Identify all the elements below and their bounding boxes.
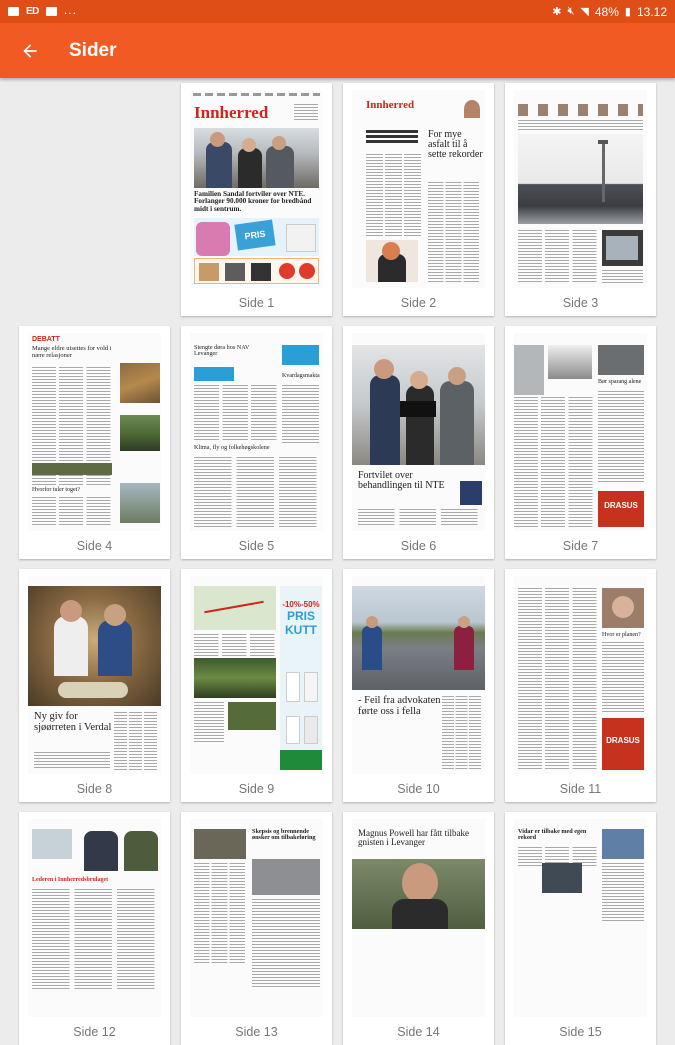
pages-grid	[0, 78, 675, 1039]
headline-skepsis: Skepsis og brennende ønsker om tilbakeføring	[252, 828, 316, 842]
more-notifications-icon: ...	[63, 2, 77, 17]
sub-planen: Hvor er planen?	[602, 632, 641, 638]
app-toolbar	[0, 23, 675, 78]
page-label: Side 2	[400, 296, 437, 310]
back-button[interactable]	[0, 23, 60, 78]
page-card-1[interactable]	[181, 83, 332, 316]
masthead: Innherred	[366, 99, 415, 111]
page-label: Side 12	[73, 1025, 116, 1039]
page-thumbnail-10	[352, 576, 485, 774]
battery-percent: 48%	[594, 4, 619, 19]
page-thumbnail-6	[352, 333, 485, 531]
page-label: Side 11	[559, 782, 602, 796]
drasus-ad: DRASUS	[606, 736, 640, 745]
page-label: Side 7	[562, 539, 599, 553]
page-card-13[interactable]	[181, 812, 332, 1045]
sub-togen: Hvorfor tuler toget?	[32, 487, 80, 493]
drasus-ad: DRASUS	[604, 501, 638, 510]
page-thumbnail-15	[514, 819, 647, 1017]
bluetooth-icon: ✱	[552, 6, 562, 18]
page-card-3[interactable]	[505, 83, 656, 316]
page-card-5[interactable]	[181, 326, 332, 559]
sub-klima: Klima, fly og folkehøgskolene	[194, 444, 270, 451]
page-label: Side 4	[76, 539, 113, 553]
page-label: Side 6	[400, 539, 437, 553]
headline-vold: Mange eldre utsettes for vold i nære relasjoner	[32, 345, 112, 359]
page-card-7[interactable]	[505, 326, 656, 559]
page-thumbnail-4	[28, 333, 161, 531]
page-thumbnail-13	[190, 819, 323, 1017]
page-card-15[interactable]	[505, 812, 656, 1045]
page-thumbnail-8	[28, 576, 161, 774]
headline-nte: Fortvilet over behandlingen til NTE	[358, 470, 445, 492]
page-label: Side 3	[562, 296, 599, 310]
folder-notification-icon	[46, 7, 57, 16]
headline-brulaget: Lederen i Innherredsbrulaget	[32, 877, 109, 883]
page-thumbnail-5	[190, 333, 323, 531]
page-label: Side 10	[397, 782, 440, 796]
wifi-icon: ◥	[580, 6, 589, 18]
page-thumbnail-1	[190, 90, 323, 288]
page-card-8[interactable]	[19, 569, 170, 802]
page-label: Side 8	[76, 782, 113, 796]
mute-icon: 🔇︎	[567, 5, 575, 17]
page-label: Side 9	[238, 782, 275, 796]
headline-vidar: Vidar er tilbake med egen rekord	[518, 828, 587, 842]
page-card-12[interactable]	[19, 812, 170, 1045]
battery-icon: ▮	[624, 6, 631, 18]
page-label: Side 14	[397, 1025, 440, 1039]
status-bar	[0, 0, 675, 23]
headline-sjoorreten: Ny giv for sjøørreten i Verdal	[34, 711, 112, 733]
clock: 13.12	[636, 4, 667, 19]
page-thumbnail-14	[352, 819, 485, 1017]
page-thumbnail-12	[28, 819, 161, 1017]
headline-advokaten: - Feil fra advokaten førte oss i fella	[358, 695, 441, 717]
page-label: Side 15	[559, 1025, 602, 1039]
page-thumbnail-2	[352, 90, 485, 288]
sub-kvardagsmakta: Kvardagsmakta	[282, 373, 320, 379]
prisklutt-pct: -10%-50%	[282, 600, 320, 609]
page-thumbnail-7	[514, 333, 647, 531]
page-card-10[interactable]	[343, 569, 494, 802]
prisfest-ad: PRIS	[234, 219, 275, 250]
arrow-left-icon	[20, 41, 40, 61]
page-card-14[interactable]	[343, 812, 494, 1045]
front-headline: Familien Sandal fortviler over NTE. Forlanger 90.000 kroner for bredbånd midt i sentrum.	[194, 190, 312, 213]
priskutt-ad: PRIS KUTT	[285, 609, 317, 637]
page-title: Sider	[69, 39, 117, 61]
page-card-9[interactable]	[181, 569, 332, 802]
headline-nav: Stengte døra hos NAV Levanger	[194, 344, 250, 358]
page-label: Side 13	[235, 1025, 278, 1039]
page-thumbnail-11	[514, 576, 647, 774]
page-card-2[interactable]	[343, 83, 494, 316]
page-card-6[interactable]	[343, 326, 494, 559]
page-thumbnail-9	[190, 576, 323, 774]
page-card-4[interactable]	[19, 326, 170, 559]
ed-notification-icon: ED	[26, 6, 39, 17]
page-label: Side 5	[238, 539, 275, 553]
page-label: Side 1	[238, 296, 275, 310]
headline-asfalt: For mye asfalt til å sette rekorder	[428, 129, 483, 161]
page-thumbnail-3	[514, 90, 647, 288]
status-notifications	[8, 2, 77, 17]
masthead: Innherred	[194, 103, 269, 122]
section-debatt: DEBATT	[32, 336, 60, 343]
image-notification-icon	[8, 7, 19, 16]
headline-powell: Magnus Powell har fått tilbake gnisten i Levanger	[358, 828, 469, 848]
sub-sparang: Bør sparang alene	[598, 379, 642, 385]
page-card-11[interactable]	[505, 569, 656, 802]
